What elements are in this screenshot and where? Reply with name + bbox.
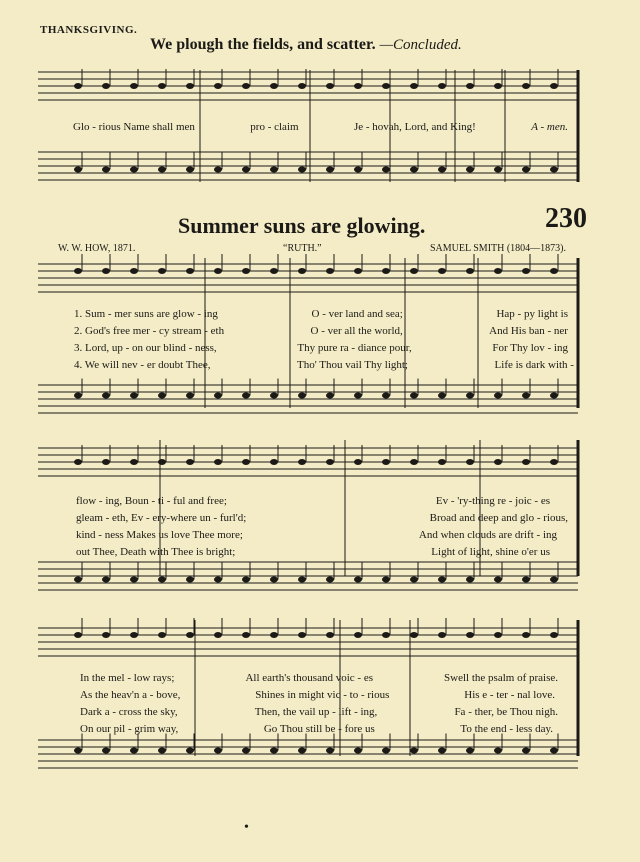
note-head bbox=[74, 459, 82, 465]
note-head bbox=[74, 632, 82, 638]
note-head bbox=[382, 577, 390, 583]
lyric-fragment: 4. We will nev - er doubt Thee, bbox=[74, 359, 211, 371]
note-head bbox=[298, 167, 306, 173]
note-head bbox=[130, 748, 138, 754]
previous-hymn-concluded: —Concluded. bbox=[379, 37, 462, 53]
note-head bbox=[550, 83, 558, 89]
note-head bbox=[326, 632, 334, 638]
note-head bbox=[186, 83, 194, 89]
note-head bbox=[130, 459, 138, 465]
note-head bbox=[354, 577, 362, 583]
note-head bbox=[102, 393, 110, 399]
note-head bbox=[438, 748, 446, 754]
note-head bbox=[522, 268, 530, 274]
note-head bbox=[354, 632, 362, 638]
note-head bbox=[186, 393, 194, 399]
verse-2-line-1 bbox=[74, 325, 568, 337]
note-head bbox=[494, 167, 502, 173]
note-head bbox=[74, 167, 82, 173]
note-head bbox=[354, 459, 362, 465]
note-head bbox=[494, 577, 502, 583]
note-head bbox=[242, 459, 250, 465]
lyric-fragment: 1. Sum - mer suns are glow - ing bbox=[74, 308, 218, 320]
note-head bbox=[354, 167, 362, 173]
lyric-fragment: gleam - eth, Ev - ery-where un - furl'd; bbox=[76, 512, 247, 524]
note-head bbox=[130, 632, 138, 638]
note-head bbox=[494, 459, 502, 465]
note-head bbox=[74, 268, 82, 274]
note-head bbox=[214, 632, 222, 638]
note-head bbox=[466, 459, 474, 465]
note-head bbox=[102, 167, 110, 173]
note-head bbox=[242, 393, 250, 399]
lyric-fragment: Shines in might vic - to - rious bbox=[255, 689, 390, 701]
note-head bbox=[410, 83, 418, 89]
lyric-fragment: out Thee, Death with Thee is bright; bbox=[76, 546, 236, 558]
hymn-title: Summer suns are glowing. bbox=[178, 213, 426, 238]
lyric-fragment: Broad and deep and glo - rious, bbox=[429, 512, 568, 524]
lyric-fragment: 3. Lord, up - on our blind - ness, bbox=[74, 342, 217, 354]
note-head bbox=[242, 632, 250, 638]
note-head bbox=[158, 748, 166, 754]
note-head bbox=[158, 459, 166, 465]
note-head bbox=[214, 83, 222, 89]
note-head bbox=[466, 268, 474, 274]
note-head bbox=[298, 268, 306, 274]
lyric-fragment: Dark a - cross the sky, bbox=[80, 706, 178, 718]
note-head bbox=[102, 632, 110, 638]
note-head bbox=[438, 167, 446, 173]
note-head bbox=[158, 632, 166, 638]
hymn-number: 230 bbox=[545, 203, 587, 234]
note-head bbox=[382, 83, 390, 89]
note-head bbox=[410, 459, 418, 465]
note-head bbox=[158, 268, 166, 274]
note-head bbox=[74, 83, 82, 89]
note-head bbox=[550, 632, 558, 638]
verse-4-line-3 bbox=[80, 723, 553, 735]
note-head bbox=[298, 83, 306, 89]
note-head bbox=[438, 393, 446, 399]
note-head bbox=[214, 268, 222, 274]
lyric-fragment: To the end - less day. bbox=[460, 723, 553, 735]
note-head bbox=[102, 748, 110, 754]
note-head bbox=[494, 632, 502, 638]
note-head bbox=[438, 83, 446, 89]
note-head bbox=[382, 632, 390, 638]
note-head bbox=[242, 268, 250, 274]
note-head bbox=[438, 577, 446, 583]
note-head bbox=[466, 577, 474, 583]
note-head bbox=[466, 632, 474, 638]
note-head bbox=[410, 268, 418, 274]
note-head bbox=[242, 748, 250, 754]
note-head bbox=[438, 632, 446, 638]
note-head bbox=[550, 268, 558, 274]
note-head bbox=[522, 167, 530, 173]
note-head bbox=[242, 577, 250, 583]
note-head bbox=[382, 459, 390, 465]
lyric-fragment: In the mel - low rays; bbox=[80, 672, 175, 684]
note-head bbox=[466, 748, 474, 754]
note-head bbox=[494, 83, 502, 89]
note-head bbox=[270, 83, 278, 89]
note-head bbox=[270, 632, 278, 638]
note-head bbox=[326, 167, 334, 173]
note-head bbox=[298, 632, 306, 638]
lyric-fragment: On our pil - grim way, bbox=[80, 723, 179, 735]
note-head bbox=[382, 167, 390, 173]
note-head bbox=[326, 268, 334, 274]
note-head bbox=[494, 393, 502, 399]
verse-4-line-2 bbox=[76, 546, 550, 558]
note-head bbox=[550, 393, 558, 399]
note-head bbox=[354, 268, 362, 274]
note-head bbox=[522, 577, 530, 583]
lyric-fragment: flow - ing, Boun - ti - ful and free; bbox=[76, 495, 227, 507]
verse-3-line-2 bbox=[76, 529, 557, 541]
note-head bbox=[466, 393, 474, 399]
verse-1-line-2 bbox=[76, 495, 550, 507]
previous-hymn-title-text: We plough the fields, and scatter. bbox=[150, 36, 376, 53]
verse-4-line-1 bbox=[74, 359, 574, 371]
lyric-fragment: Tho' Thou vail Thy light; bbox=[297, 359, 408, 371]
note-head bbox=[438, 268, 446, 274]
lyric-fragment: Swell the psalm of praise. bbox=[444, 672, 558, 684]
note-head bbox=[550, 577, 558, 583]
note-head bbox=[214, 577, 222, 583]
note-head bbox=[186, 748, 194, 754]
note-head bbox=[214, 167, 222, 173]
verse-1-line-3 bbox=[80, 672, 558, 684]
note-head bbox=[466, 167, 474, 173]
lyric-fragment: Life is dark with - bbox=[494, 359, 574, 371]
note-head bbox=[382, 268, 390, 274]
note-head bbox=[326, 577, 334, 583]
footer-mark: • bbox=[244, 820, 249, 835]
note-head bbox=[522, 748, 530, 754]
note-head bbox=[158, 83, 166, 89]
note-head bbox=[550, 167, 558, 173]
note-head bbox=[326, 459, 334, 465]
note-head bbox=[130, 83, 138, 89]
note-head bbox=[74, 748, 82, 754]
verse-2-line-3 bbox=[80, 689, 555, 701]
lyric-fragment: As the heav'n a - bove, bbox=[80, 689, 181, 701]
note-head bbox=[242, 83, 250, 89]
note-head bbox=[354, 748, 362, 754]
note-head bbox=[270, 268, 278, 274]
lyric-fragment: Light of light, shine o'er us bbox=[431, 546, 550, 558]
note-head bbox=[466, 83, 474, 89]
note-head bbox=[410, 577, 418, 583]
lyric-fragment: And His ban - ner bbox=[489, 325, 568, 337]
note-head bbox=[186, 459, 194, 465]
note-head bbox=[298, 748, 306, 754]
lyric-fragment: A - men. bbox=[531, 121, 568, 133]
note-head bbox=[550, 459, 558, 465]
note-head bbox=[410, 748, 418, 754]
lyric-fragment: pro - claim bbox=[250, 121, 299, 133]
note-head bbox=[102, 459, 110, 465]
running-head: THANKSGIVING. bbox=[40, 24, 138, 36]
lyric-fragment: For Thy lov - ing bbox=[492, 342, 568, 354]
note-head bbox=[186, 632, 194, 638]
note-head bbox=[298, 459, 306, 465]
lyric-fragment: His e - ter - nal love. bbox=[464, 689, 555, 701]
note-head bbox=[550, 748, 558, 754]
hymn-author: W. W. HOW, 1871. bbox=[58, 243, 136, 254]
note-head bbox=[214, 393, 222, 399]
note-head bbox=[438, 459, 446, 465]
note-head bbox=[382, 393, 390, 399]
note-head bbox=[354, 83, 362, 89]
note-head bbox=[522, 459, 530, 465]
note-head bbox=[270, 393, 278, 399]
note-head bbox=[298, 393, 306, 399]
note-head bbox=[102, 268, 110, 274]
lyric-fragment: And when clouds are drift - ing bbox=[418, 529, 557, 541]
note-head bbox=[102, 577, 110, 583]
verse-3-line-3 bbox=[80, 706, 558, 718]
lyric-fragment: O - ver land and sea; bbox=[311, 308, 403, 320]
note-head bbox=[326, 393, 334, 399]
note-head bbox=[186, 167, 194, 173]
lyric-fragment: Hap - py light is bbox=[496, 308, 568, 320]
note-head bbox=[298, 577, 306, 583]
verse-3-line-1 bbox=[74, 342, 568, 354]
note-head bbox=[522, 632, 530, 638]
note-head bbox=[242, 167, 250, 173]
note-head bbox=[270, 459, 278, 465]
lyric-fragment: Go Thou still be - fore us bbox=[263, 723, 375, 735]
hymn-composer: SAMUEL SMITH (1804—1873). bbox=[430, 243, 567, 254]
note-head bbox=[410, 167, 418, 173]
lyric-fragment: Fa - ther, be Thou nigh. bbox=[454, 706, 558, 718]
note-head bbox=[186, 577, 194, 583]
lyric-fragment: Je - hovah, Lord, and King! bbox=[353, 121, 476, 133]
lyric-fragment: All earth's thousand voic - es bbox=[245, 672, 373, 684]
note-head bbox=[270, 167, 278, 173]
note-head bbox=[130, 577, 138, 583]
note-head bbox=[158, 577, 166, 583]
note-head bbox=[74, 577, 82, 583]
lyric-fragment: O - ver all the world, bbox=[310, 325, 403, 337]
note-head bbox=[382, 748, 390, 754]
note-head bbox=[522, 83, 530, 89]
note-head bbox=[326, 748, 334, 754]
note-head bbox=[74, 393, 82, 399]
note-head bbox=[186, 268, 194, 274]
note-head bbox=[158, 167, 166, 173]
lyric-fragment: Thy pure ra - diance pour, bbox=[297, 342, 412, 354]
note-head bbox=[522, 393, 530, 399]
verse-2-line-2 bbox=[76, 512, 568, 524]
note-head bbox=[410, 632, 418, 638]
note-head bbox=[130, 268, 138, 274]
verse-1-line-1 bbox=[74, 308, 568, 320]
note-head bbox=[102, 83, 110, 89]
note-head bbox=[214, 748, 222, 754]
note-head bbox=[130, 167, 138, 173]
note-head bbox=[494, 268, 502, 274]
previous-hymn-lyric-line bbox=[73, 121, 568, 133]
note-head bbox=[410, 393, 418, 399]
note-head bbox=[270, 748, 278, 754]
note-head bbox=[158, 393, 166, 399]
lyric-fragment: kind - ness Makes us love Thee more; bbox=[76, 529, 243, 541]
lyric-fragment: Ev - 'ry-thing re - joic - es bbox=[435, 495, 550, 507]
note-head bbox=[354, 393, 362, 399]
lyric-fragment: Glo - rious Name shall men bbox=[73, 121, 195, 133]
lyric-fragment: Then, the vail up - lift - ing, bbox=[254, 706, 378, 718]
note-head bbox=[270, 577, 278, 583]
hymn-tune-name: “RUTH.” bbox=[283, 243, 322, 254]
note-head bbox=[326, 83, 334, 89]
note-head bbox=[494, 748, 502, 754]
note-head bbox=[130, 393, 138, 399]
lyric-fragment: 2. God's free mer - cy stream - eth bbox=[74, 325, 225, 337]
note-head bbox=[214, 459, 222, 465]
